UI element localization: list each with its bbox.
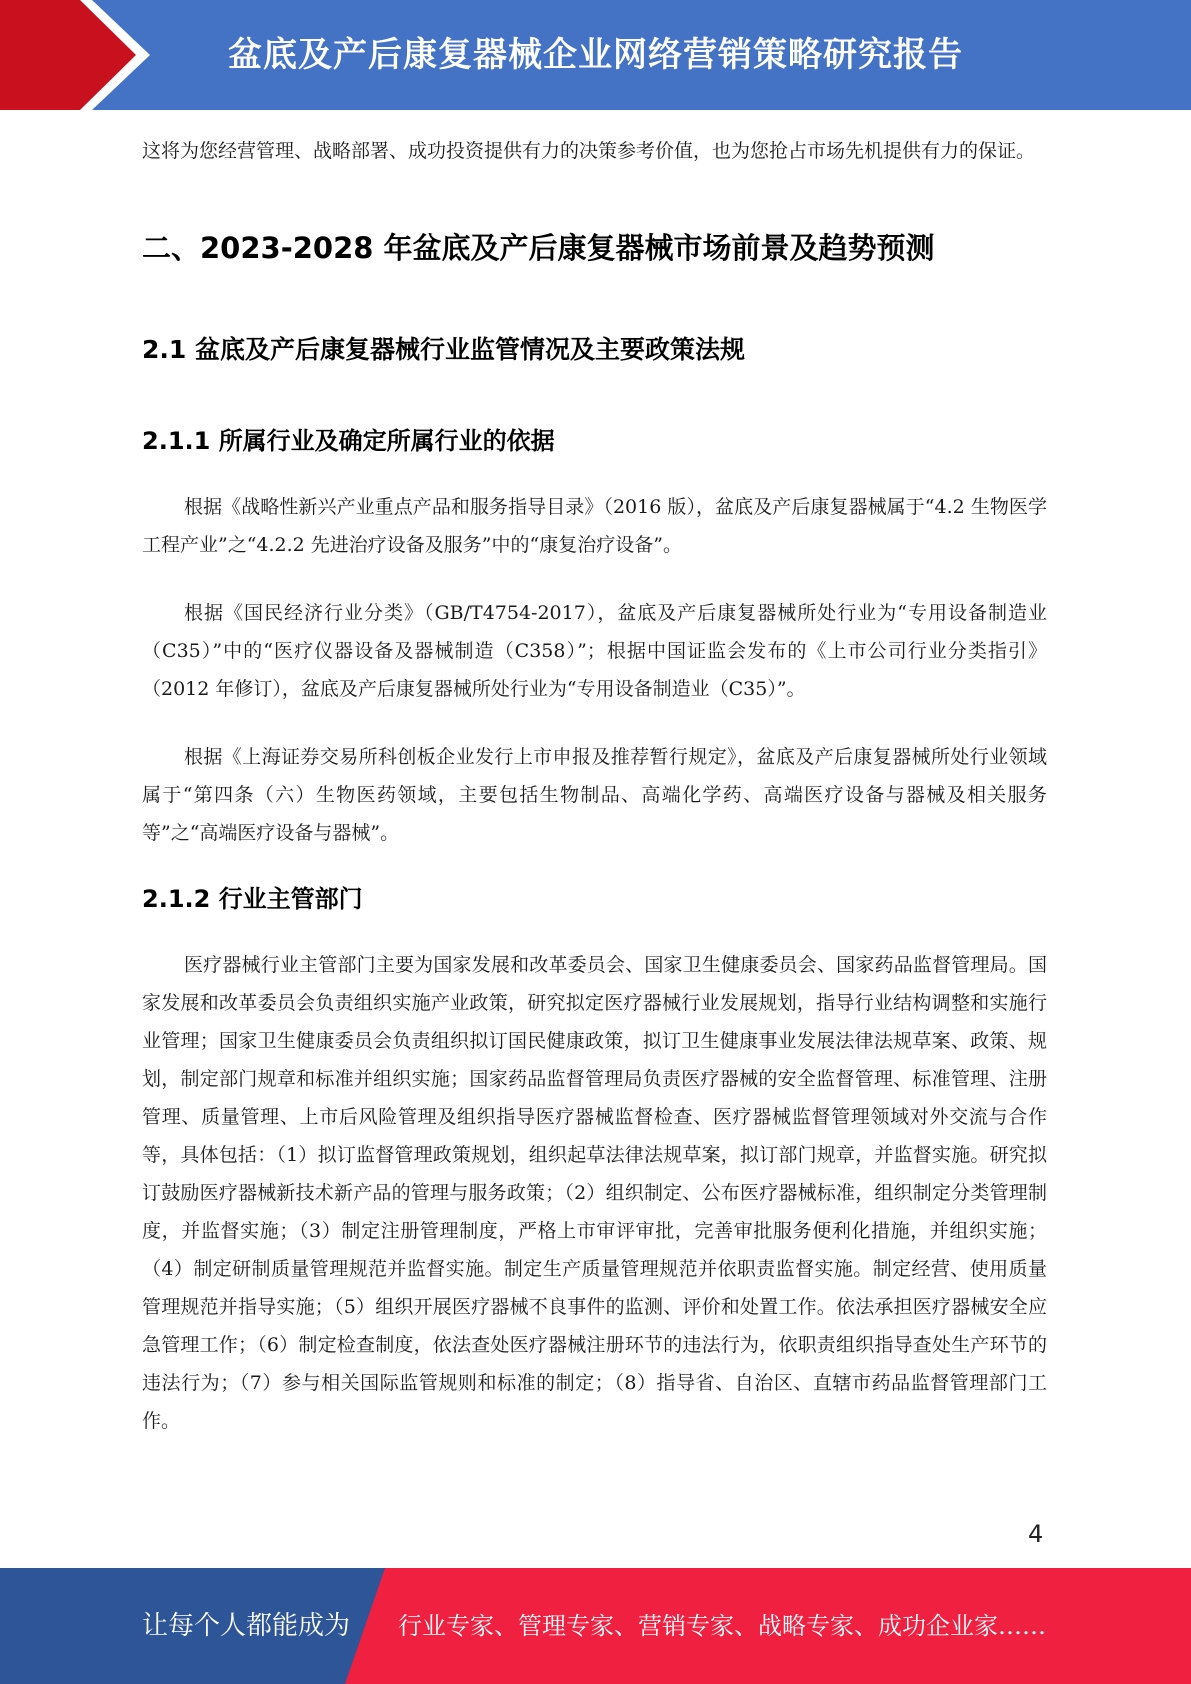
paragraph-industry-basis-3: 根据《上海证券交易所科创板企业发行上市申报及推荐暂行规定》，盆底及产后康复器械所处行业领域属于“第四条（六）生物医药领域，主要包括生物制品、高端化学药、高端医疗设备与器械及相关服务等”之“高端医疗设备与器械”。 [142, 746, 1047, 844]
paragraph-industry-basis-1: 根据《战略性新兴产业重点产品和服务指导目录》（2016 版），盆底及产后康复器械属于“4.2 生物医学工程产业”之“4.2.2 先进治疗设备及服务”中的“康复治疗设备”。 [142, 496, 1047, 556]
report-title: 盆底及产后康复器械企业网络营销策略研究报告 [228, 35, 963, 75]
footer-slogan-right: 行业专家、管理专家、营销专家、战略专家、成功企业家…… [398, 1612, 1046, 1640]
header-banner [0, 0, 1191, 110]
intro-paragraph: 这将为您经营管理、战略部署、成功投资提供有力的决策参考价值，也为您抢占市场先机提供有力的保证。 [142, 140, 1036, 162]
paragraph-industry-basis-2: 根据《国民经济行业分类》（GB/T4754-2017），盆底及产后康复器械所处行业为“专用设备制造业（C35）”中的“医疗仪器设备及器械制造（C358）”；根据中国证监会发布的《上市公司行业分类指引》（2012 年修订），盆底及产后康复器械所处行业为“专用设备制造业（C35）”。 [142, 602, 1047, 700]
main-content [142, 132, 1047, 1440]
subsection-heading: 2.1 盆底及产后康复器械行业监管情况及主要政策法规 [142, 335, 745, 364]
section-heading: 二、2023-2028 年盆底及产后康复器械市场前景及趋势预测 [142, 231, 935, 265]
paragraph-authority: 医疗器械行业主管部门主要为国家发展和改革委员会、国家卫生健康委员会、国家药品监督管理局。国家发展和改革委员会负责组织实施产业政策，研究拟定医疗器械行业发展规划，指导行业结构调整和实施行业管理；国家卫生健康委员会负责组织拟订国民健康政策，拟订卫生健康事业发展法律法规草案、政策、规划，制定部门规章和标准并组织实施；国家药品监督管理局负责医疗器械的安全监督管理、标准管理、注册管理、质量管理、上市后风险管理及组织指导医疗器械监督检查、医疗器械监督管理领域对外交流与合作等，具体包括：（1）拟订监督管理政策规划，组织起草法律法规草案，拟订部门规章，并监督实施。研究拟订鼓励医疗器械新技术新产品的管理与服务政策；（2）组织制定、公布医疗器械标准，组织制定分类管理制度，并监督实施；（3）制定注册管理制度，严格上市审评审批，完善审批服务便利化措施，并组织实施；（4）制定研制质量管理规范并监督实施。制定生产质量管理规范并依职责监督实施。制定经营、使用质量管理规范并指导实施；（5）组织开展医疗器械不良事件的监测、评价和处置工作。依法承担医疗器械安全应急管理工作；（6）制定检查制度，依法查处医疗器械注册环节的违法行为，依职责组织指导查处生产环节的违法行为；（7）参与相关国际监管规则和标准的制定；（8）指导省、自治区、直辖市药品监督管理部门工作。 [142, 954, 1047, 1432]
page-number: 4 [1028, 1520, 1044, 1548]
header-arrow-icon [0, 0, 150, 110]
footer-slogan-left: 让每个人都能成为 [142, 1611, 351, 1641]
subsub-heading-authority: 2.1.2 行业主管部门 [142, 885, 363, 913]
subsub-heading-industry: 2.1.1 所属行业及确定所属行业的依据 [142, 427, 555, 455]
footer-banner [0, 1568, 1191, 1684]
